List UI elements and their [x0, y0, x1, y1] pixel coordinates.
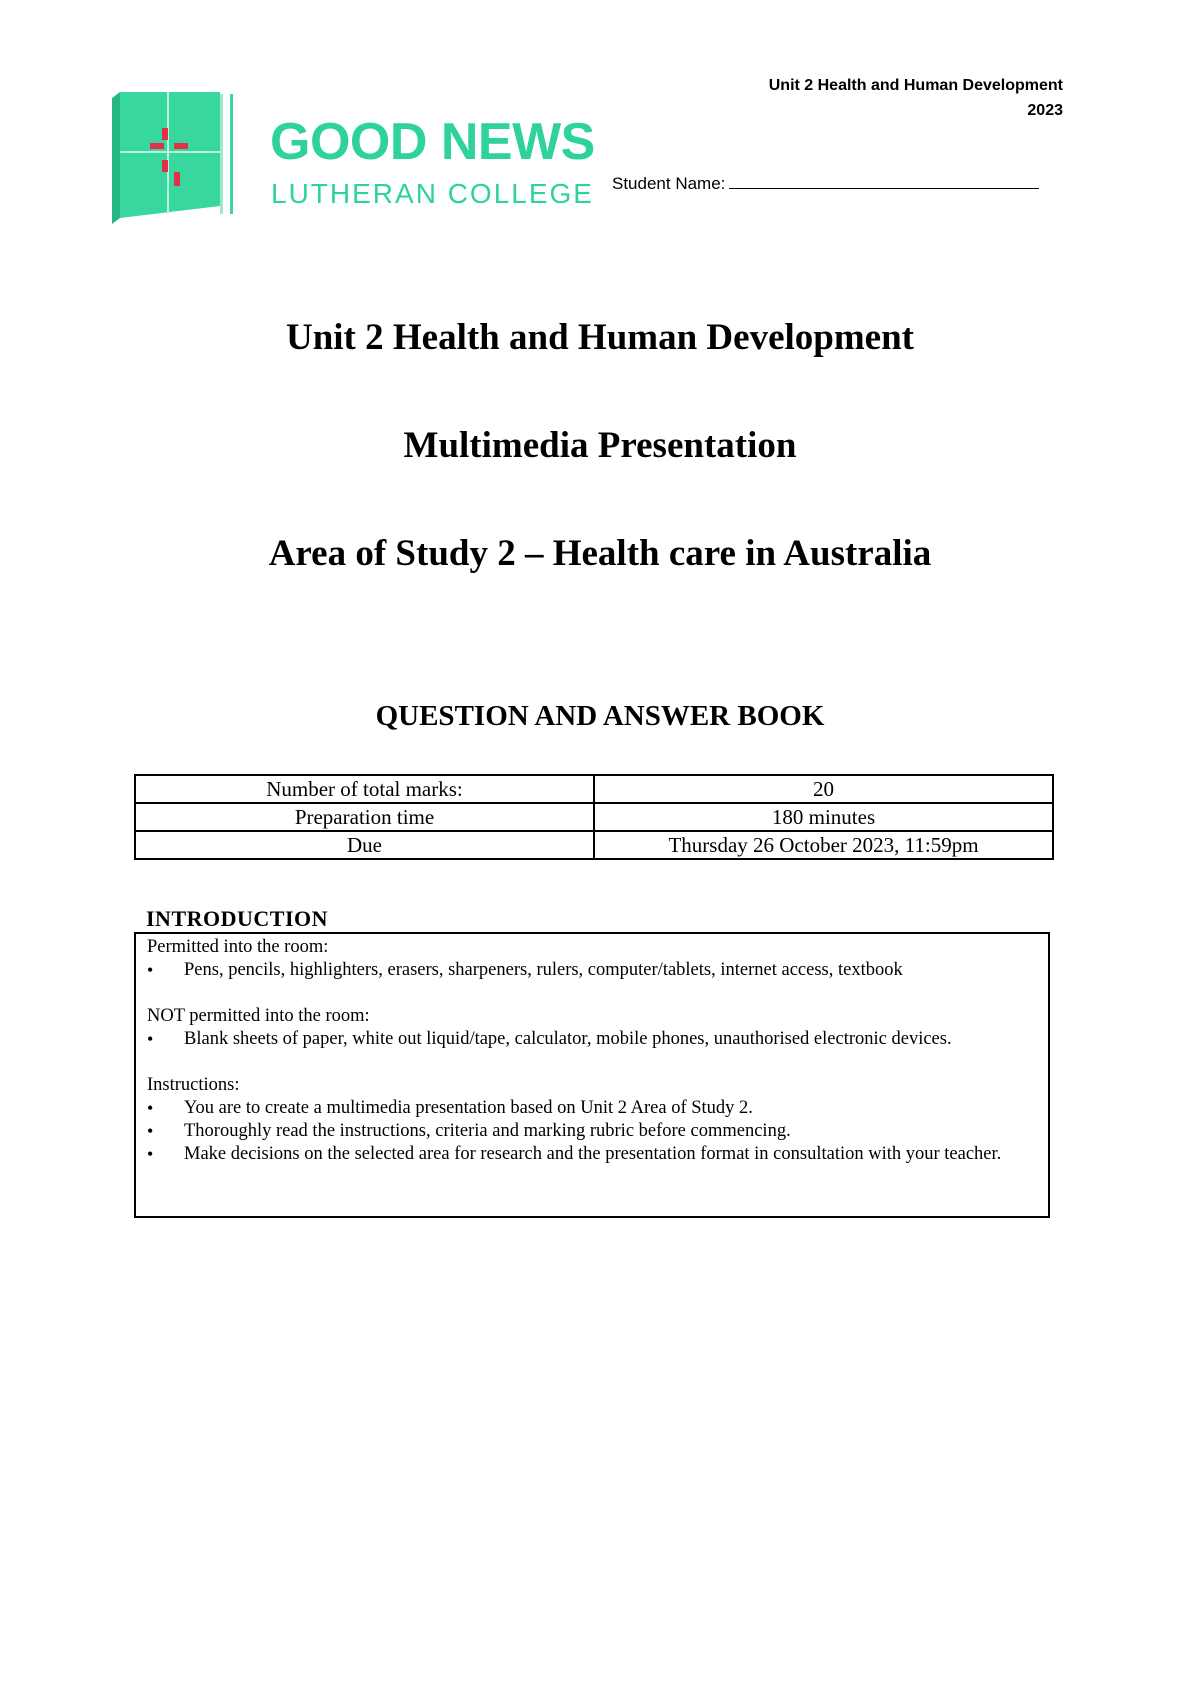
doc-subtitle: Multimedia Presentation	[403, 425, 797, 466]
table-row	[135, 775, 1053, 803]
school-name: GOOD NEWS	[270, 113, 595, 171]
table-row	[135, 831, 1053, 859]
introduction-box	[134, 932, 1050, 1218]
info-label: Preparation time	[135, 803, 594, 831]
info-value: 180 minutes	[594, 803, 1053, 831]
permitted-label: Permitted into the room:	[147, 937, 329, 957]
student-name-line[interactable]	[729, 174, 1039, 189]
info-label: Number of total marks:	[135, 775, 594, 803]
header-unit-title: Unit 2 Health and Human Development	[768, 77, 1063, 94]
list-item: • You are to create a multimedia presentation based on Unit 2 Area of Study 2.	[147, 1097, 1038, 1120]
header-year: 2023	[1027, 102, 1063, 119]
area-of-study-title: Area of Study 2 – Health care in Australia	[268, 533, 932, 574]
list-item: • Blank sheets of paper, white out liquid/tape, calculator, mobile phones, unauthorised electronic devices.	[147, 1028, 1038, 1051]
qa-heading: QUESTION AND ANSWER BOOK	[375, 700, 825, 732]
college-crest-icon	[112, 88, 252, 228]
student-name-label: Student Name:	[612, 174, 726, 193]
info-label: Due	[135, 831, 594, 859]
instructions-label: Instructions:	[147, 1075, 240, 1095]
doc-title: Unit 2 Health and Human Development	[285, 317, 914, 358]
introduction-heading: INTRODUCTION	[146, 906, 329, 931]
school-logo	[112, 88, 595, 228]
info-table	[134, 774, 1054, 860]
permitted-list	[147, 959, 1038, 982]
list-item: • Thoroughly read the instructions, criteria and marking rubric before commencing.	[147, 1120, 1038, 1143]
instructions-list	[147, 1097, 1038, 1166]
list-item: • Pens, pencils, highlighters, erasers, sharpeners, rulers, computer/tablets, internet access, textbook	[147, 959, 1038, 982]
table-row	[135, 803, 1053, 831]
school-subtitle: LUTHERAN COLLEGE	[271, 178, 594, 209]
info-value: 20	[594, 775, 1053, 803]
header-right	[769, 73, 1063, 123]
not-permitted-list	[147, 1028, 1038, 1051]
not-permitted-label: NOT permitted into the room:	[147, 1006, 370, 1026]
info-value: Thursday 26 October 2023, 11:59pm	[594, 831, 1053, 859]
student-name-field[interactable]	[612, 174, 1039, 194]
list-item: • Make decisions on the selected area for research and the presentation format in consultation with your teacher.	[147, 1143, 1038, 1166]
